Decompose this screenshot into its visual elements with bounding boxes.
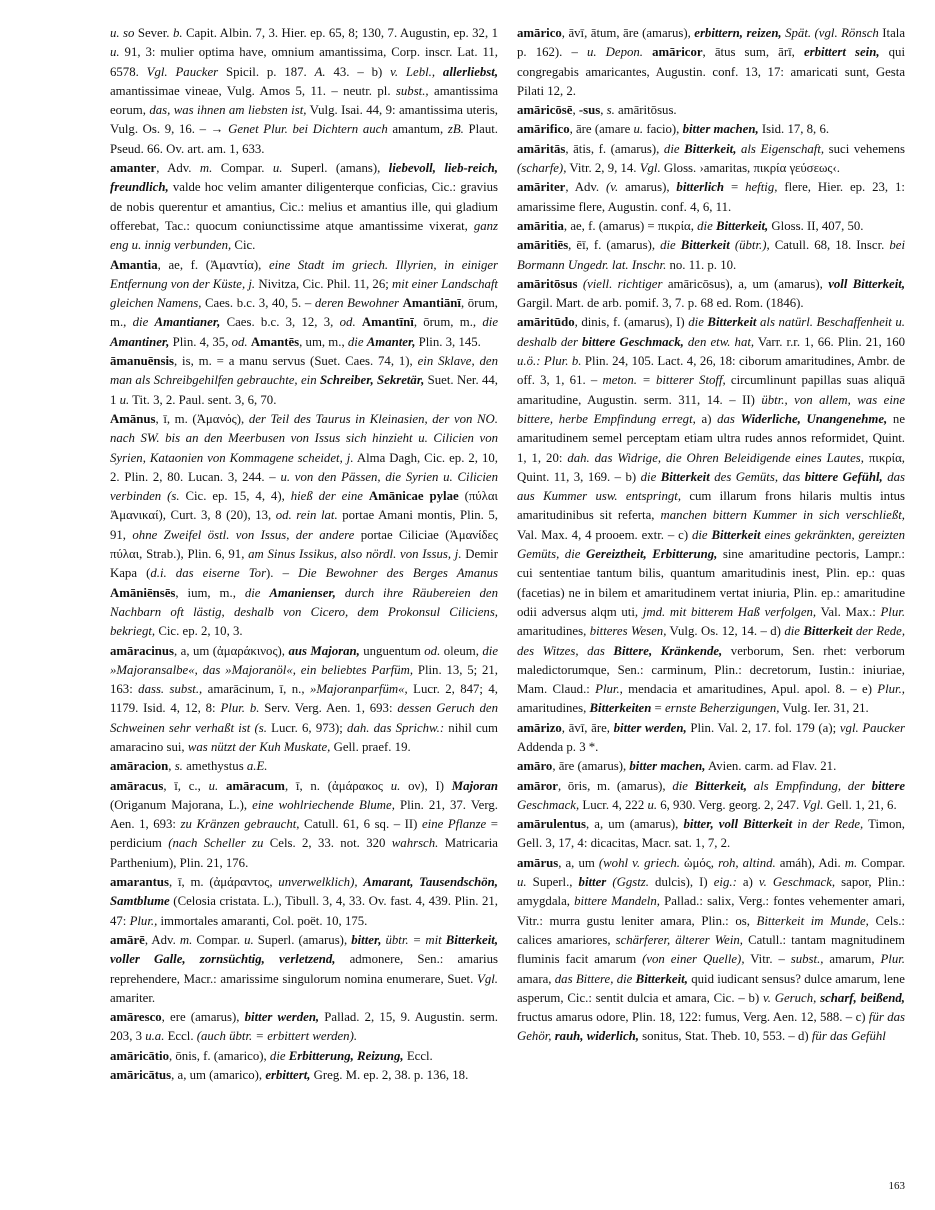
dictionary-entry: Amantia, ae, f. (Ἀμαντία), eine Stadt im griech. Illyrien, in einiger Entfernung von der Küste, j. Nivitza, Cic. Phil. 11, 26; mit einer Landschaft gleichen Namens, Caes. b.c. 3, 40, 5. – deren Bewohner Amantiānī, ōrum, m., die Amantianer, Caes. b.c. 3, 12, 3, od. Amantīnī, ōrum, m., die Amantiner, Plin. 4, 35, od. Amantēs, um, m., die Amanter, Plin. 3, 145. (110, 257, 499, 349)
left-column (110, 24, 498, 1085)
dictionary-entry: āmanuēnsis, is, m. = a manu servus (Suet. Caes. 74, 1), ein Sklave, den man als Schreibgehilfen gebrauchte, ein Schreiber, Sekretär, Suet. Ner. 44, 1 u. Tit. 3, 2. Paul. sent. 3, 6, 70. (110, 354, 498, 407)
dictionary-entry: amārico, āvī, ātum, āre (amarus), erbittern, reizen, Spät. (vgl. Rönsch Itala p. 162). – u. Depon. amāricor, ātus sum, ārī, erbittert sein, qui congregabis amaricantes, Augustin. conf. 13, 17: amaricati sunt, Gesta Pilati 12, 2. (517, 26, 906, 98)
dictionary-entry: amāro, āre (amarus), bitter machen, Avien. carm. ad Flav. 21. (517, 759, 837, 774)
dictionary-entry: amāriter, Adv. (v. amarus), bitterlich = heftig, flere, Hier. ep. 23, 1: amarissime flere, Augustin. conf. 4, 6, 11. (517, 180, 905, 214)
dictionary-entry: amarantus, ī, m. (ἀμάραντος, unverwelklich), Amarant, Tausendschön, Samtblume (Celosia cristata. L.), Tibull. 3, 4, 33. Ov. fast. 4, 439. Plin. 21, 47: Plur., immortales amaranti, Col. poët. 10, 175. (110, 875, 498, 928)
dictionary-entry: amāritōsus (viell. richtiger amāricōsus), a, um (amarus), voll Bitterkeit, Gargil. Mart. de arb. pomif. 3, 7. p. 68 ed. Rom. (1846). (517, 276, 906, 311)
page-number: 163 (888, 1180, 905, 1192)
dictionary-entry: amāricātio, ōnis, f. (amarico), die Erbitterung, Reizung, Eccl. (110, 1048, 433, 1063)
dictionary-entry: amāritia, ae, f. (amarus) = πικρία, die Bitterkeit, Gloss. II, 407, 50. (517, 218, 864, 233)
dictionary-entry: amārus, a, um (wohl v. griech. ὠμός, roh, altind. amáh), Adi. m. Compar. u. Superl., bitter (Ggstz. dulcis), I) eig.: a) v. Geschmack, sapor, Plin.: amygdala, bittere Mandeln, Pallad.: salix, Verg.: fontes vehementer amari, Vitr.: murra gustu leniter amara, Plin.: os, Bitterkeit im Munde, Cels.: calices amariores, schärferer, älterer Wein, Catull.: tantam magnitudinem fluminis facit amarum (von einer Quelle), Vitr. – subst., amarum, Plur. amara, das Bittere, die Bitterkeit, quid iudicant sensus? dulce amarum, lene asperum, Cic.: sentit dulcia et amara, Cic. – b) v. Geruch, scharf, beißend, fructus amarus odore, Plin. 18, 122: fumus, Verg. Aen. 12, 588. – c) für das Gehör, rauh, widerlich, sonitus, Stat. Theb. 10, 553. – d) für das Gefühl (517, 855, 906, 1044)
dictionary-entry: amāracinus, a, um (ἀμαράκινος), aus Majoran, unguentum od. oleum, die »Majoransalbe«, das »Majoranöl«, ein beliebtes Parfüm, Plin. 13, 5; 21, 163: dass. subst., amarācinum, ī, n., »Majoranparfüm«, Lucr. 2, 847; 4, 1179. Isid. 4, 12, 8: Plur. b. Serv. Verg. Aen. 1, 693: dessen Geruch den Schweinen sehr verhaßt ist (s. Lucr. 6, 973); dah. das Sprichw.: nihil cum amaracino sui, was nützt der Kuh Muskate, Gell. praef. 19. (110, 643, 499, 754)
dictionary-entry: Amānus, ī, m. (Ἀμανός), der Teil des Taurus in Kleinasien, der von NO. nach SW. bis an den Meerbusen von Issus sich hinzieht u. Cilicien von Syrien, Kataonien von Kommagene scheidet, j. Alma Dagh, Cic. ep. 2, 10, 2. Plin. 2, 80. Lucan. 3, 244. – u. von den Pässen, die Syrien u. Cilicien verbinden (s. Cic. ep. 15, 4, 4), hieß der eine Amānicae pylae (πύλαι Ἀμανικαί), Curt. 3, 8 (20), 13, od. rein lat. portae Amani montis, Plin. 5, 91, ohne Zweifel östl. von Issus, der andere portae Ciliciae (Ἀμανίδες πύλαι, Strab.), Plin. 6, 91, am Sinus Issikus, also nördl. von Issus, j. Demir Kapa (d.i. das eiserne Tor). – Die Bewohner des Berges Amanus Amāniēnsēs, ium, m., die Amanienser, durch ihre Räubereien den Nachbarn oft lästig, deshalb von Cicero, dem Prokonsul Ciliciens, bekriegt, Cic. ep. 2, 10, 3. (110, 411, 499, 639)
dictionary-entry: amāracion, s. amethystus a.E. (110, 759, 268, 774)
dictionary-entry: amāracus, ī, c., u. amāracum, ī, n. (ἀμάρακος u. ον), I) Majoran (Origanum Majorana, L.), eine wohlriechende Blume, Plin. 21, 37. Verg. Aen. 1, 693: zu Kränzen gebraucht, Catull. 61, 6 sq. – II) eine Pflanze = perdicium (nach Scheller zu Cels. 2, 33. not. 320 wahrsch. Matricaria Parthenium), Plin. 21, 176. (110, 778, 499, 870)
dictionary-entry: amāror, ōris, m. (amarus), die Bitterkeit, als Empfindung, der bittere Geschmack, Lucr. 4, 222 u. 6, 930. Verg. georg. 2, 247. Vgl. Gell. 1, 21, 6. (517, 778, 906, 812)
right-column (517, 24, 905, 1047)
dictionary-entry: amāritiēs, ēī, f. (amarus), die Bitterkeit (übtr.), Catull. 68, 18. Inscr. bei Bormann Ungedr. lat. Inschr. no. 11. p. 10. (517, 238, 905, 272)
dictionary-entry: amārifico, āre (amare u. facio), bitter machen, Isid. 17, 8, 6. (517, 122, 830, 137)
dictionary-entry: amāritās, ātis, f. (amarus), die Bitterkeit, als Eigenschaft, suci vehemens (scharfe), Vitr. 2, 9, 14. Vgl. Gloss. ›amaritas, πικρία γεύσεως‹. (517, 141, 906, 176)
dictionary-entry: amārizo, āvī, āre, bitter werden, Plin. Val. 2, 17. fol. 179 (a); vgl. Paucker Addenda p. 3 *. (517, 720, 905, 754)
dictionary-entry: u. so Sever. b. Capit. Albin. 7, 3. Hier. ep. 65, 8; 130, 7. Augustin, ep. 32, 1 u. 91, 3: mulier optima have, omnium amantissima, Corp. inscr. Lat. 11, 6578. Vgl. Paucker Spicil. p. 187. A. 43. – b) v. Lebl., allerliebst, amantissimae vineae, Vulg. Amos 5, 11. – neutr. pl. subst., amantissima eorum, das, was ihnen am liebsten ist, Vulg. Isai. 44, 9: amantissima uteris, Vulg. Os. 9, 16. – → Genet Plur. bei Dichtern auch amantum, zB. Plaut. Pseud. 66. Ov. art. am. 1, 633. (110, 26, 499, 156)
dictionary-entry: amāricātus, a, um (amarico), erbittert, Greg. M. ep. 2, 38. p. 136, 18. (110, 1068, 469, 1083)
dictionary-entry: amanter, Adv. m. Compar. u. Superl. (amans), liebevoll, lieb-reich, freundlich, valde hoc velim amanter diligenterque conficias, Cic.: gravius de nobis querentur et amantius, Cic.: melius et amantius ille, qui gladium offerebat, Tac.: quocum coniunctissime atque amantissime vixerat, ganz eng u. innig verbunden, Cic. (110, 161, 498, 253)
dictionary-entry: amāresco, ere (amarus), bitter werden, Pallad. 2, 15, 9. Augustin. serm. 203, 3 u.a. Eccl. (auch übtr. = erbittert werden). (110, 1010, 498, 1044)
dictionary-entry: amārē, Adv. m. Compar. u. Superl. (amarus), bitter, übtr. = mit Bitterkeit, voller Galle, zornsüchtig, verletzend, admonere, Sen.: amarius reprehendere, Macr.: amarissime singulorum nomina enumerare, Suet. Vgl. amariter. (110, 932, 499, 1005)
dictionary-entry: amāritūdo, dinis, f. (amarus), I) die Bitterkeit als natürl. Beschaffenheit u. deshalb der bittere Geschmack, den etw. hat, Varr. r.r. 1, 66. Plin. 21, 160 u.ö.: Plur. b. Plin. 24, 105. Lact. 4, 26, 18: ciborum amaritudines, Ambr. de off. 3, 1, 61. – meton. = bitterer Stoff, circumlinunt papillas suas aliquā amaritudine, Augustin. serm. 311, 14. – II) übtr., von allem, was eine bittere, herbe Empfindung erregt, a) das Widerliche, Unangenehme, ne amaritudinem semel perceptam etiam ultra rudes annos reformidet, Quint. 1, 1, 20: dah. das Widrige, die Ohren Beleidigende eines Lautes, πικρία, Quint. 11, 3, 169. – b) die Bitterkeit des Gemüts, das bittere Gefühl, das aus Kummer usw. entspringt, cum illarum frons hilaris multis intus amaritudinibus sit referta, manchen bittern Kummer in sich verschließt, Val. Max. 4, 4 prooem. extr. – c) die Bitterkeit eines gekränkten, gereizten Gemüts, die Gereiztheit, Erbitterung, sine amaritudine pectoris, Lampr.: cui sententiae tantum bilis, quantum amaritudinis inest, Plin. ep.: quas (facetias) ne in bilem et amaritudinem vertat iniuria, Plin. ep.: amaritudine odii adversus alqm uti, jmd. mit bitterem Haß verfolgen, Val. Max.: Plur. amaritudines, bitteres Wesen, Vulg. Os. 12, 14. – d) die Bitterkeit der Rede, des Witzes, das Bittere, Kränkende, verborum, Sen. rhet: verborum maledictorumque, Sen.: carminum, Plin.: decretorum, Iustin.: iniuriae, Mam. Claud.: Plur., mendacia et amaritudines, Apul. apol. 8. – e) Plur., amaritudines, Bitterkeiten = ernste Beherzigungen, Vulg. Ier. 31, 21. (517, 315, 906, 716)
dictionary-entry: amāricōsē, -sus, s. amāritōsus. (517, 103, 677, 118)
dictionary-entry: amārulentus, a, um (amarus), bitter, voll Bitterkeit in der Rede, Timon, Gell. 3, 17, 4: dicacitas, Macr. sat. 1, 7, 2. (517, 817, 906, 851)
